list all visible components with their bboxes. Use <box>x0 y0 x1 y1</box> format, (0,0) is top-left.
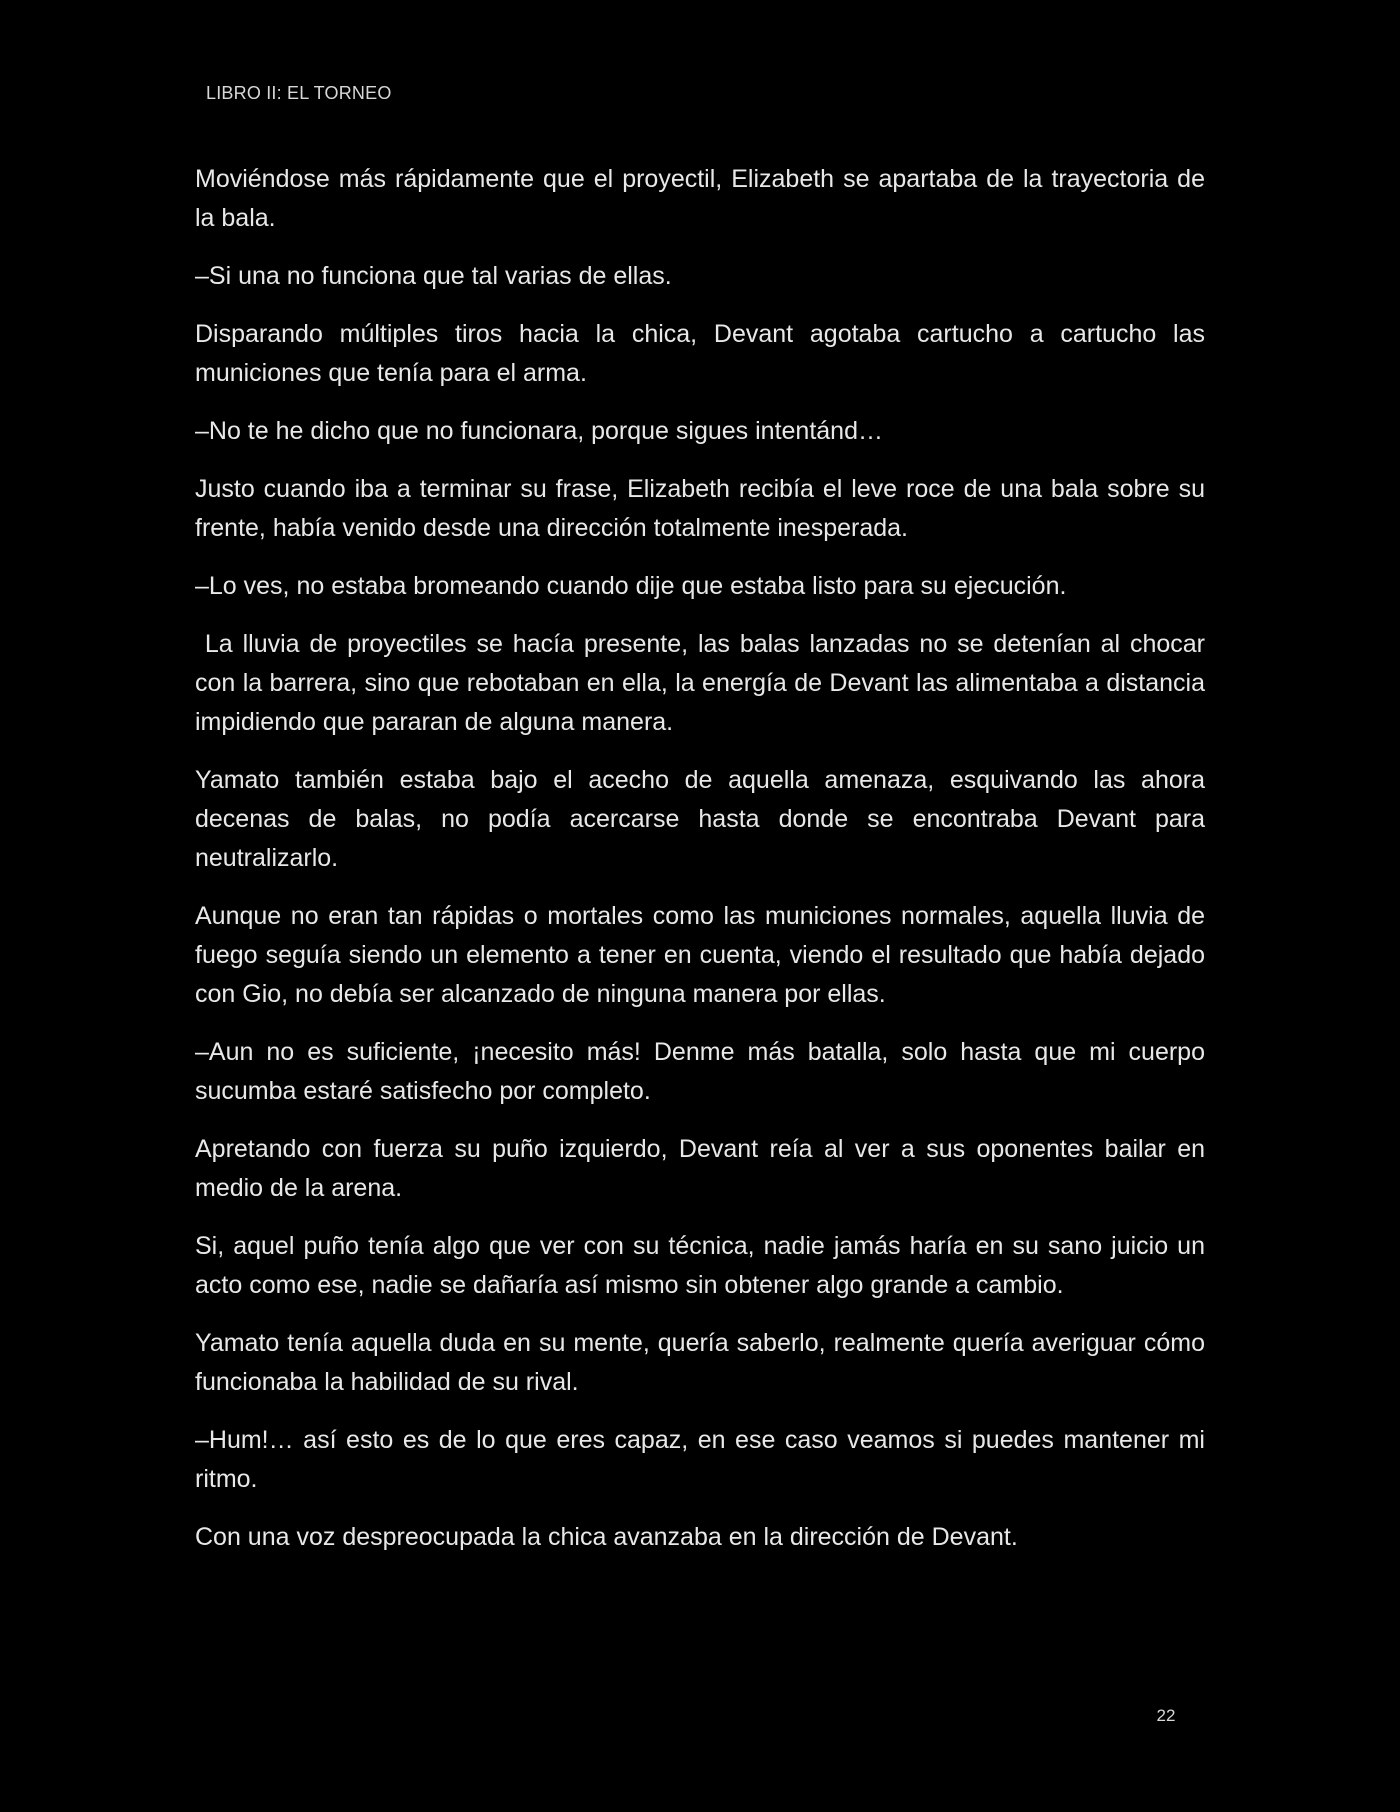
paragraph: Yamato también estaba bajo el acecho de aquella amenaza, esquivando las ahora decenas de balas, no podía acercarse hasta donde se encontraba Devant para neutralizarlo. <box>195 766 1205 872</box>
page-number: 22 <box>1156 1706 1176 1725</box>
paragraph: Yamato tenía aquella duda en su mente, quería saberlo, realmente quería averiguar cómo funcionaba la habilidad de su rival. <box>195 1329 1205 1396</box>
paragraph: –Lo ves, no estaba bromeando cuando dije que estaba listo para su ejecución. <box>195 572 1067 600</box>
paragraph: Apretando con fuerza su puño izquierdo, Devant reía al ver a sus oponentes bailar en medio de la arena. <box>195 1135 1205 1202</box>
paragraph: –Hum!… así esto es de lo que eres capaz, en ese caso veamos si puedes mantener mi ritmo. <box>195 1426 1205 1493</box>
paragraph: Con una voz despreocupada la chica avanzaba en la dirección de Devant. <box>195 1523 1018 1551</box>
paragraph: Si, aquel puño tenía algo que ver con su técnica, nadie jamás haría en su sano juicio un acto como ese, nadie se dañaría así mismo sin obtener algo grande a cambio. <box>195 1232 1205 1299</box>
paragraph: –Si una no funciona que tal varias de ellas. <box>195 262 672 290</box>
paragraph: –No te he dicho que no funcionara, porque sigues intentánd… <box>195 417 883 445</box>
paragraph: Disparando múltiples tiros hacia la chica, Devant agotaba cartucho a cartucho las municiones que tenía para el arma. <box>195 320 1205 387</box>
paragraph: –Aun no es suficiente, ¡necesito más! Denme más batalla, solo hasta que mi cuerpo sucumba estaré satisfecho por completo. <box>195 1038 1205 1105</box>
paragraph: La lluvia de proyectiles se hacía presente, las balas lanzadas no se detenían al chocar con la barrera, sino que rebotaban en ella, la energía de Devant las alimentaba a distancia impidiendo que pararan de alguna manera. <box>195 630 1212 736</box>
paragraph: Moviéndose más rápidamente que el proyectil, Elizabeth se apartaba de la trayectoria de la bala. <box>195 165 1205 232</box>
running-header: LIBRO II: EL TORNEO <box>206 83 392 103</box>
paragraph: Aunque no eran tan rápidas o mortales como las municiones normales, aquella lluvia de fuego seguía siendo un elemento a tener en cuenta, viendo el resultado que había dejado con Gio, no debía ser alcanzado de ninguna manera por ellas. <box>195 902 1205 1008</box>
body-text <box>195 160 1212 1576</box>
paragraph: Justo cuando iba a terminar su frase, Elizabeth recibía el leve roce de una bala sobre su frente, había venido desde una dirección totalmente inesperada. <box>195 475 1205 542</box>
